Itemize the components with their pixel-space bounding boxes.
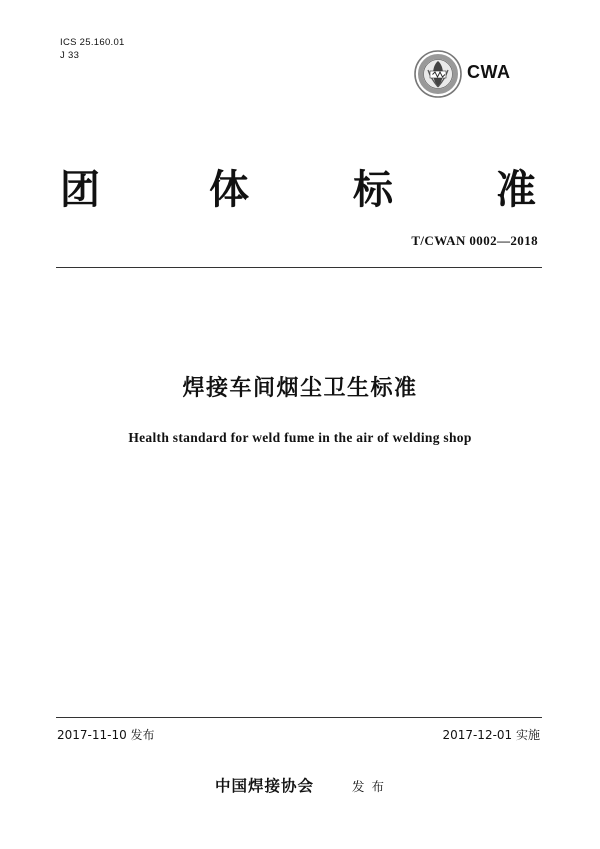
english-title: Health standard for weld fume in the air of welding shop <box>128 430 472 445</box>
ccs-code: J 33 <box>60 50 80 61</box>
publisher-name: 中国焊接协会 <box>215 777 315 795</box>
title-char: 体 <box>209 167 249 213</box>
title-char: 标 <box>353 167 393 213</box>
association-seal-logo <box>414 50 462 98</box>
standard-number: T/CWAN 0002—2018 <box>411 233 538 248</box>
classification-codes <box>60 36 125 62</box>
footer-divider <box>56 717 542 718</box>
header-divider <box>56 267 542 268</box>
title-char: 准 <box>496 167 536 213</box>
brand-mark: CWA <box>467 62 511 82</box>
release-label: 发布 <box>352 779 392 794</box>
standard-category-title <box>56 166 546 216</box>
implementation-date: 2017-12-01 实施 <box>442 728 540 742</box>
chinese-title: 焊接车间烟尘卫生标准 <box>182 376 418 401</box>
ics-code: ICS 25.160.01 <box>60 37 125 48</box>
title-char: 团 <box>60 167 100 213</box>
issue-date: 2017-11-10 发布 <box>57 728 155 742</box>
